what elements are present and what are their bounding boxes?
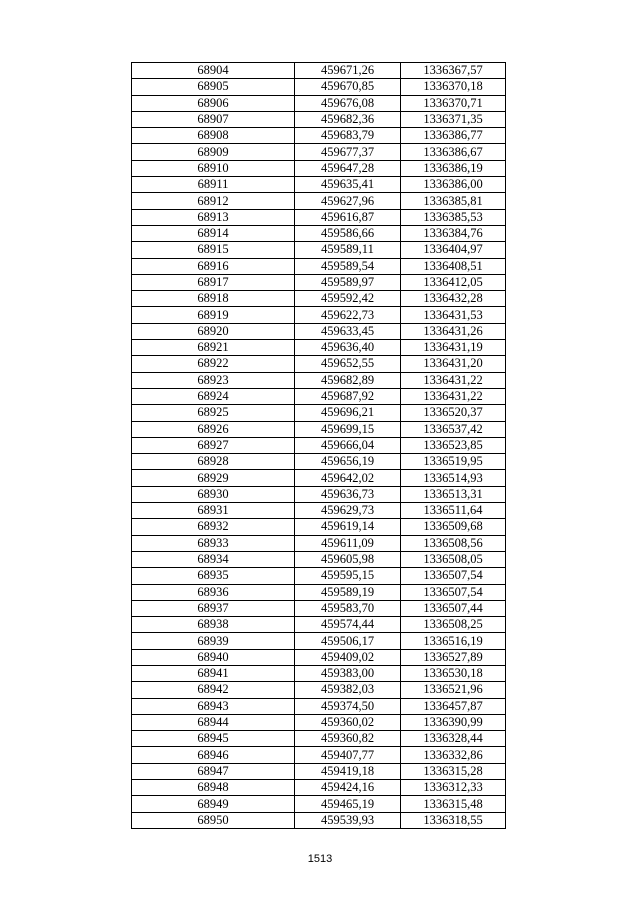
x-coordinate-cell: 459683,79	[295, 128, 401, 144]
table-row	[132, 437, 506, 453]
table-row	[132, 682, 506, 698]
point-number-cell: 68905	[132, 79, 295, 95]
y-coordinate-cell: 1336384,76	[401, 225, 506, 241]
table-row	[132, 95, 506, 111]
y-coordinate-cell: 1336530,18	[401, 665, 506, 681]
x-coordinate-cell: 459583,70	[295, 600, 401, 616]
table-row	[132, 63, 506, 79]
x-coordinate-cell: 459383,00	[295, 665, 401, 681]
table-row	[132, 388, 506, 404]
table-row	[132, 470, 506, 486]
table-row	[132, 617, 506, 633]
y-coordinate-cell: 1336431,20	[401, 356, 506, 372]
table-row	[132, 79, 506, 95]
x-coordinate-cell: 459592,42	[295, 291, 401, 307]
y-coordinate-cell: 1336370,18	[401, 79, 506, 95]
point-number-cell: 68924	[132, 388, 295, 404]
x-coordinate-cell: 459611,09	[295, 535, 401, 551]
point-number-cell: 68929	[132, 470, 295, 486]
x-coordinate-cell: 459409,02	[295, 649, 401, 665]
table-row	[132, 209, 506, 225]
x-coordinate-cell: 459687,92	[295, 388, 401, 404]
point-number-cell: 68918	[132, 291, 295, 307]
point-number-cell: 68904	[132, 63, 295, 79]
table-row	[132, 258, 506, 274]
x-coordinate-cell: 459374,50	[295, 698, 401, 714]
y-coordinate-cell: 1336386,00	[401, 177, 506, 193]
table-row	[132, 405, 506, 421]
y-coordinate-cell: 1336519,95	[401, 454, 506, 470]
x-coordinate-cell: 459586,66	[295, 225, 401, 241]
y-coordinate-cell: 1336432,28	[401, 291, 506, 307]
table-row	[132, 128, 506, 144]
x-coordinate-cell: 459595,15	[295, 568, 401, 584]
point-number-cell: 68926	[132, 421, 295, 437]
x-coordinate-cell: 459671,26	[295, 63, 401, 79]
table-row	[132, 177, 506, 193]
y-coordinate-cell: 1336386,67	[401, 144, 506, 160]
y-coordinate-cell: 1336318,55	[401, 812, 506, 828]
y-coordinate-cell: 1336371,35	[401, 111, 506, 127]
x-coordinate-cell: 459699,15	[295, 421, 401, 437]
point-number-cell: 68944	[132, 714, 295, 730]
y-coordinate-cell: 1336509,68	[401, 519, 506, 535]
x-coordinate-cell: 459589,19	[295, 584, 401, 600]
x-coordinate-cell: 459616,87	[295, 209, 401, 225]
point-number-cell: 68925	[132, 405, 295, 421]
x-coordinate-cell: 459636,73	[295, 486, 401, 502]
x-coordinate-cell: 459589,97	[295, 274, 401, 290]
point-number-cell: 68932	[132, 519, 295, 535]
point-number-cell: 68945	[132, 731, 295, 747]
table-row	[132, 812, 506, 828]
point-number-cell: 68937	[132, 600, 295, 616]
table-row	[132, 454, 506, 470]
y-coordinate-cell: 1336404,97	[401, 242, 506, 258]
x-coordinate-cell: 459633,45	[295, 323, 401, 339]
y-coordinate-cell: 1336431,26	[401, 323, 506, 339]
x-coordinate-cell: 459676,08	[295, 95, 401, 111]
point-number-cell: 68920	[132, 323, 295, 339]
x-coordinate-cell: 459360,02	[295, 714, 401, 730]
y-coordinate-cell: 1336523,85	[401, 437, 506, 453]
x-coordinate-cell: 459635,41	[295, 177, 401, 193]
y-coordinate-cell: 1336412,05	[401, 274, 506, 290]
point-number-cell: 68946	[132, 747, 295, 763]
point-number-cell: 68906	[132, 95, 295, 111]
table-row	[132, 160, 506, 176]
y-coordinate-cell: 1336507,54	[401, 584, 506, 600]
table-row	[132, 372, 506, 388]
table-row	[132, 551, 506, 567]
y-coordinate-cell: 1336527,89	[401, 649, 506, 665]
x-coordinate-cell: 459696,21	[295, 405, 401, 421]
y-coordinate-cell: 1336390,99	[401, 714, 506, 730]
x-coordinate-cell: 459636,40	[295, 340, 401, 356]
point-number-cell: 68940	[132, 649, 295, 665]
y-coordinate-cell: 1336408,51	[401, 258, 506, 274]
table-row	[132, 633, 506, 649]
x-coordinate-cell: 459589,54	[295, 258, 401, 274]
table-row	[132, 356, 506, 372]
point-number-cell: 68928	[132, 454, 295, 470]
point-number-cell: 68919	[132, 307, 295, 323]
x-coordinate-cell: 459589,11	[295, 242, 401, 258]
y-coordinate-cell: 1336332,86	[401, 747, 506, 763]
point-number-cell: 68915	[132, 242, 295, 258]
table-row	[132, 340, 506, 356]
x-coordinate-cell: 459629,73	[295, 503, 401, 519]
x-coordinate-cell: 459647,28	[295, 160, 401, 176]
point-number-cell: 68935	[132, 568, 295, 584]
x-coordinate-cell: 459670,85	[295, 79, 401, 95]
y-coordinate-cell: 1336431,22	[401, 372, 506, 388]
y-coordinate-cell: 1336520,37	[401, 405, 506, 421]
point-number-cell: 68936	[132, 584, 295, 600]
point-number-cell: 68949	[132, 796, 295, 812]
point-number-cell: 68933	[132, 535, 295, 551]
table-row	[132, 274, 506, 290]
x-coordinate-cell: 459506,17	[295, 633, 401, 649]
x-coordinate-cell: 459407,77	[295, 747, 401, 763]
coordinates-table-body	[132, 63, 506, 829]
x-coordinate-cell: 459682,36	[295, 111, 401, 127]
point-number-cell: 68922	[132, 356, 295, 372]
table-row	[132, 144, 506, 160]
y-coordinate-cell: 1336513,31	[401, 486, 506, 502]
point-number-cell: 68939	[132, 633, 295, 649]
coordinates-table	[131, 62, 506, 829]
point-number-cell: 68909	[132, 144, 295, 160]
y-coordinate-cell: 1336367,57	[401, 63, 506, 79]
point-number-cell: 68916	[132, 258, 295, 274]
x-coordinate-cell: 459605,98	[295, 551, 401, 567]
table-row	[132, 307, 506, 323]
table-row	[132, 584, 506, 600]
x-coordinate-cell: 459652,55	[295, 356, 401, 372]
table-row	[132, 796, 506, 812]
x-coordinate-cell: 459424,16	[295, 780, 401, 796]
y-coordinate-cell: 1336312,33	[401, 780, 506, 796]
x-coordinate-cell: 459622,73	[295, 307, 401, 323]
y-coordinate-cell: 1336537,42	[401, 421, 506, 437]
table-row	[132, 731, 506, 747]
y-coordinate-cell: 1336431,53	[401, 307, 506, 323]
table-row	[132, 486, 506, 502]
y-coordinate-cell: 1336511,64	[401, 503, 506, 519]
y-coordinate-cell: 1336385,53	[401, 209, 506, 225]
x-coordinate-cell: 459677,37	[295, 144, 401, 160]
table-row	[132, 665, 506, 681]
x-coordinate-cell: 459360,82	[295, 731, 401, 747]
point-number-cell: 68947	[132, 763, 295, 779]
y-coordinate-cell: 1336508,25	[401, 617, 506, 633]
table-row	[132, 535, 506, 551]
table-row	[132, 698, 506, 714]
point-number-cell: 68907	[132, 111, 295, 127]
y-coordinate-cell: 1336386,19	[401, 160, 506, 176]
table-row	[132, 714, 506, 730]
y-coordinate-cell: 1336508,56	[401, 535, 506, 551]
y-coordinate-cell: 1336516,19	[401, 633, 506, 649]
point-number-cell: 68914	[132, 225, 295, 241]
table-row	[132, 780, 506, 796]
y-coordinate-cell: 1336328,44	[401, 731, 506, 747]
table-row	[132, 225, 506, 241]
table-row	[132, 323, 506, 339]
y-coordinate-cell: 1336386,77	[401, 128, 506, 144]
point-number-cell: 68921	[132, 340, 295, 356]
table-row	[132, 421, 506, 437]
table-row	[132, 111, 506, 127]
table-row	[132, 600, 506, 616]
y-coordinate-cell: 1336431,22	[401, 388, 506, 404]
y-coordinate-cell: 1336385,81	[401, 193, 506, 209]
x-coordinate-cell: 459382,03	[295, 682, 401, 698]
y-coordinate-cell: 1336521,96	[401, 682, 506, 698]
table-row	[132, 242, 506, 258]
y-coordinate-cell: 1336315,48	[401, 796, 506, 812]
point-number-cell: 68942	[132, 682, 295, 698]
x-coordinate-cell: 459656,19	[295, 454, 401, 470]
y-coordinate-cell: 1336507,44	[401, 600, 506, 616]
x-coordinate-cell: 459465,19	[295, 796, 401, 812]
x-coordinate-cell: 459419,18	[295, 763, 401, 779]
y-coordinate-cell: 1336508,05	[401, 551, 506, 567]
point-number-cell: 68910	[132, 160, 295, 176]
point-number-cell: 68927	[132, 437, 295, 453]
table-row	[132, 503, 506, 519]
y-coordinate-cell: 1336370,71	[401, 95, 506, 111]
x-coordinate-cell: 459642,02	[295, 470, 401, 486]
point-number-cell: 68950	[132, 812, 295, 828]
x-coordinate-cell: 459682,89	[295, 372, 401, 388]
point-number-cell: 68908	[132, 128, 295, 144]
table-row	[132, 519, 506, 535]
y-coordinate-cell: 1336507,54	[401, 568, 506, 584]
point-number-cell: 68911	[132, 177, 295, 193]
point-number-cell: 68912	[132, 193, 295, 209]
x-coordinate-cell: 459666,04	[295, 437, 401, 453]
point-number-cell: 68913	[132, 209, 295, 225]
table-row	[132, 747, 506, 763]
table-row	[132, 193, 506, 209]
y-coordinate-cell: 1336457,87	[401, 698, 506, 714]
point-number-cell: 68941	[132, 665, 295, 681]
x-coordinate-cell: 459539,93	[295, 812, 401, 828]
point-number-cell: 68923	[132, 372, 295, 388]
page-number: 1513	[307, 853, 333, 865]
point-number-cell: 68934	[132, 551, 295, 567]
point-number-cell: 68938	[132, 617, 295, 633]
y-coordinate-cell: 1336431,19	[401, 340, 506, 356]
x-coordinate-cell: 459619,14	[295, 519, 401, 535]
table-row	[132, 568, 506, 584]
point-number-cell: 68948	[132, 780, 295, 796]
y-coordinate-cell: 1336514,93	[401, 470, 506, 486]
x-coordinate-cell: 459627,96	[295, 193, 401, 209]
x-coordinate-cell: 459574,44	[295, 617, 401, 633]
table-row	[132, 649, 506, 665]
point-number-cell: 68931	[132, 503, 295, 519]
point-number-cell: 68917	[132, 274, 295, 290]
y-coordinate-cell: 1336315,28	[401, 763, 506, 779]
table-row	[132, 291, 506, 307]
point-number-cell: 68930	[132, 486, 295, 502]
point-number-cell: 68943	[132, 698, 295, 714]
table-row	[132, 763, 506, 779]
